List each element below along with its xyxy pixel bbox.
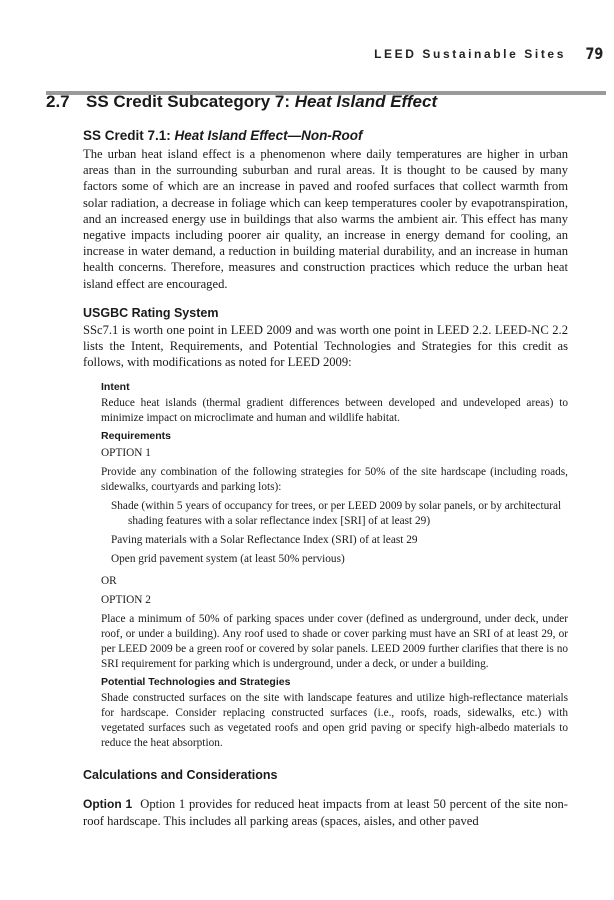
section-title: SS Credit Subcategory 7: — [86, 92, 295, 111]
section-number: 2.7 — [46, 92, 70, 111]
strategy-list — [111, 499, 568, 567]
credit-heading — [83, 128, 568, 143]
requirements-heading: Requirements — [101, 430, 172, 443]
intent-text: Reduce heat islands (thermal gradient differences between developed and undeveloped areas) to minimize impact on microclimate and human and wildlife habitat. — [101, 397, 568, 425]
potential-strategies-text: Shade constructed surfaces on the site with landscape features and utilize high-reflectance materials for hardscape. Consider replacing constructed surfaces (i.e., roofs, roads, sidewalks, etc.) with vegetated surfaces such as vegetated roofs and open grid paving or specify high-albedo materials to reduce the heat absorption. — [101, 692, 568, 750]
calculations-option1-text: Option 1 provides for reduced heat impacts from at least 50 percent of the site non-roof hardscape. This includes all parking areas (spaces, aisles, and other paved — [83, 797, 568, 828]
calculations-paragraph — [83, 796, 568, 828]
option1-run-in-heading: Option 1 — [83, 797, 133, 812]
option2-label: OPTION 2 — [101, 594, 151, 607]
potential-strategies-heading: Potential Technologies and Strategies — [101, 676, 291, 689]
credit-title: SS Credit 7.1: — [83, 128, 175, 143]
option1-text: Provide any combination of the following strategies for 50% of the site hardscape (including roads, sidewalks, courtyards and parking lots): — [101, 466, 568, 494]
credit-excerpt — [101, 370, 568, 751]
credit-title-italic: Heat Island Effect—Non-Roof — [174, 128, 363, 143]
or-label: OR — [101, 575, 117, 588]
strategy-item: Paving materials with a Solar Reflectance Index (SRI) of at least 29 — [111, 534, 418, 547]
running-title: LEED Sustainable Sites — [374, 47, 566, 61]
strategy-item: Shade (within 5 years of occupancy for trees, or per LEED 2009 by solar panels, or by architectural shading features with a solar reflectance index [SRI] of at least 29) — [111, 500, 562, 528]
section-heading — [46, 92, 606, 118]
running-header — [0, 44, 614, 68]
calculations-heading: Calculations and Considerations — [83, 768, 278, 783]
page-content — [83, 128, 568, 829]
intent-heading: Intent — [101, 381, 130, 394]
strategy-item: Open grid pavement system (at least 50% pervious) — [111, 553, 345, 566]
credit-intro-paragraph: The urban heat island effect is a phenomenon where daily temperatures are higher in urban areas than in the surrounding suburban and rural areas. It is thought to be caused by many factors some of which are an increase in paved and roofed surfaces that collect warmth from solar radiation, a decrease in foliage which can keep temperatures cooler by evapotranspiration, and an increased energy use in buildings that also warms the ambient air. This effect has many negative impacts including poorer air quality, an increase in energy demand for cooling, an increase in water demand, a reduction in building material durability, and an increase in human health concerns. Therefore, measures and construction practices which reduce the urban heat island effect are encouraged. — [83, 147, 568, 291]
usgbc-heading: USGBC Rating System — [83, 305, 219, 320]
option2-text: Place a minimum of 50% of parking spaces under cover (defined as underground, under deck, under roof, or under a building). Any roof used to shade or cover parking must have an SRI of at least 29, or per LEED 2009 be a green roof or covered by solar panels. LEED 2009 further clarifies that there is no SRI requirement for parking which is underground, under a deck, or under a building. — [101, 613, 568, 671]
option1-label: OPTION 1 — [101, 447, 151, 460]
usgbc-paragraph: SSc7.1 is worth one point in LEED 2009 and was worth one point in LEED 2.2. LEED-NC 2.2 lists the Intent, Requirements, and Potential Technologies and Strategies for this credit as follows, with modifications as noted for LEED 2009: — [83, 322, 568, 370]
page-number: 79 — [585, 44, 603, 63]
section-title-italic: Heat Island Effect — [294, 92, 438, 111]
